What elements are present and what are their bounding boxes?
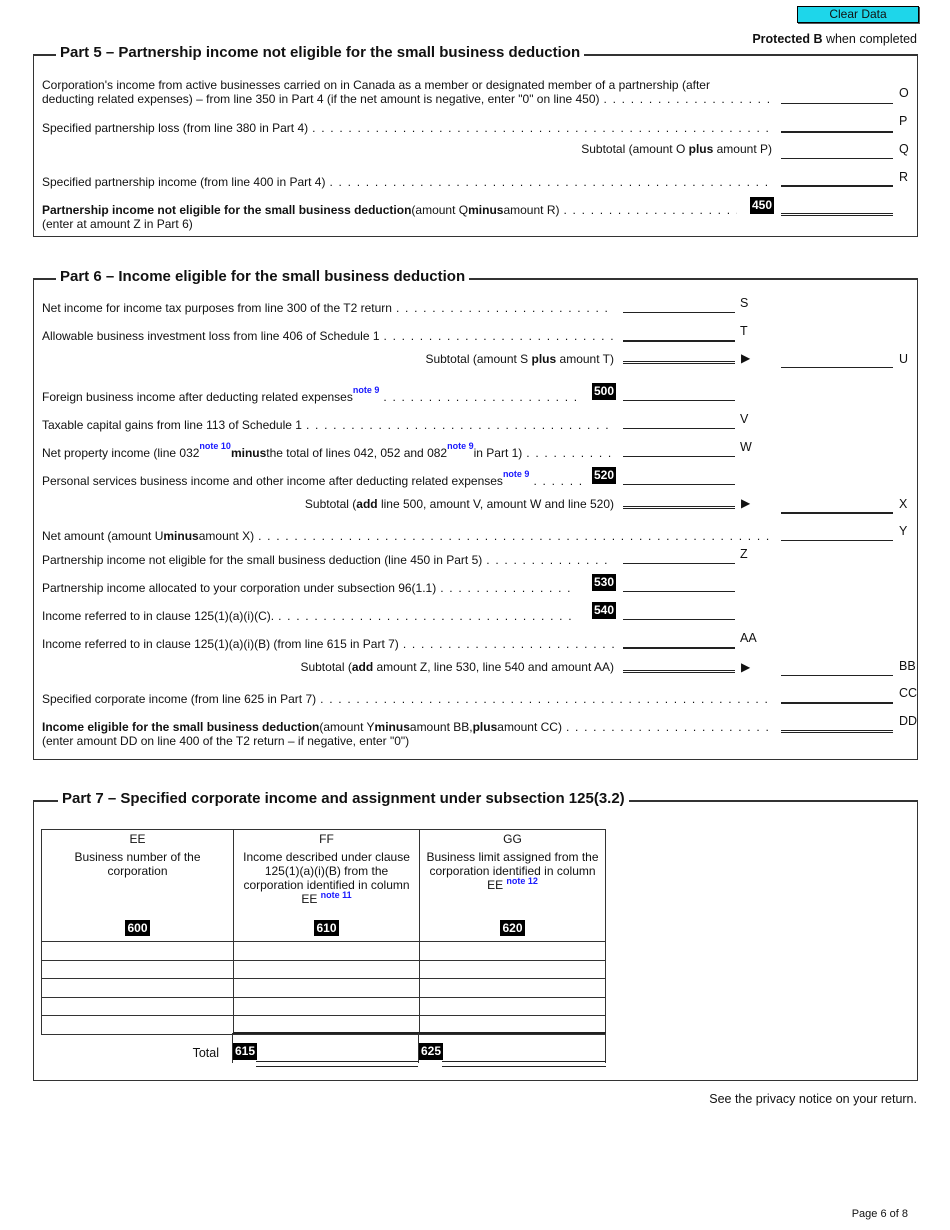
- line-o-label1: Corporation's income from active businesses carried on in Canada as a member or designated member of a partnership (after: [42, 78, 710, 92]
- line-bb-input[interactable]: [781, 675, 893, 676]
- letter-cc: CC: [899, 686, 918, 700]
- line-o-label2: deducting related expenses) – from line 350 in Part 4 (if the net amount is negative, enter "0" on line 450): [42, 92, 600, 106]
- code-540: 540: [594, 603, 615, 617]
- line-v: Taxable capital gains from line 113 of Schedule 1 . . .: [42, 418, 614, 432]
- line-w: Net property income (line 032 note 10 minus the total of lines 042, 052 and 082 note 9 in Part 1) . . .: [42, 446, 614, 460]
- ee-input[interactable]: [42, 997, 234, 1016]
- divider: [605, 1033, 606, 1063]
- line-z-input[interactable]: [623, 563, 735, 564]
- part5-title: Part 5 – Partnership income not eligible for the small business deduction: [56, 44, 584, 61]
- line-o-text2: [42, 92, 772, 106]
- note-9-link[interactable]: note 9: [352, 385, 380, 395]
- part7-title: Part 7 – Specified corporate income and assignment under subsection 125(3.2): [58, 790, 629, 807]
- line-p: [42, 121, 772, 135]
- line-aa: Income referred to in clause 125(1)(a)(i)(B) (from line 615 in Part 7) . . .: [42, 637, 614, 651]
- line-540: Income referred to in clause 125(1)(a)(i)(C). . . .: [42, 609, 577, 623]
- code-500: 500: [594, 384, 615, 398]
- line-y-input[interactable]: [781, 540, 893, 541]
- line-cc: Specified corporate income (from line 625 in Part 7) . . .: [42, 692, 772, 706]
- line-x-input[interactable]: [781, 512, 893, 514]
- line-t-input[interactable]: [623, 340, 735, 342]
- letter-t: T: [740, 324, 748, 338]
- gg-input[interactable]: [420, 960, 606, 979]
- total-625-input[interactable]: [442, 1061, 606, 1062]
- line-530: Partnership income allocated to your corporation under subsection 96(1.1) . . .: [42, 581, 577, 595]
- line-530-input[interactable]: [623, 591, 735, 592]
- line-450-input[interactable]: [781, 213, 893, 216]
- letter-dd: DD: [899, 714, 918, 728]
- line-x-sub-input[interactable]: [623, 506, 735, 509]
- line-bb-label: Subtotal (add amount Z, line 530, line 540 and amount AA): [300, 660, 614, 674]
- gg-input[interactable]: [420, 997, 606, 1016]
- letter-s: S: [740, 296, 749, 310]
- code-615: 615: [235, 1044, 256, 1058]
- letter-o: O: [899, 86, 909, 100]
- line-r-input[interactable]: [781, 185, 893, 187]
- line-u-label: Subtotal (amount S plus amount T): [425, 352, 614, 366]
- part7-table: [41, 829, 606, 1035]
- code-600: 600: [127, 921, 148, 935]
- privacy-notice: See the privacy notice on your return.: [709, 1092, 917, 1106]
- line-dd-note: (enter amount DD on line 400 of the T2 return – if negative, enter "0"): [42, 734, 410, 748]
- ee-input[interactable]: [42, 979, 234, 998]
- line-aa-input[interactable]: [623, 647, 735, 649]
- part6-title: Part 6 – Income eligible for the small business deduction: [56, 268, 469, 285]
- page-number: Page 6 of 8: [851, 1208, 908, 1220]
- protected-rest: when completed: [822, 32, 917, 46]
- code-520: 520: [594, 468, 615, 482]
- line-v-input[interactable]: [623, 428, 735, 429]
- arrow-right-icon: ▶: [741, 660, 751, 674]
- line-p-label: Specified partnership loss (from line 380 in Part 4): [42, 121, 309, 135]
- line-r-label: Specified partnership income (from line 400 in Part 4): [42, 175, 326, 189]
- line-dd-input[interactable]: [781, 730, 893, 733]
- ff-input[interactable]: [234, 997, 420, 1016]
- line-r: [42, 175, 772, 189]
- arrow-right-icon: ▶: [741, 496, 751, 510]
- line-540-input[interactable]: [623, 619, 735, 620]
- column-ee-header: EE Business number of the corporation 600: [42, 830, 234, 942]
- total-label: Total: [192, 1046, 219, 1060]
- total-615-underline: [256, 1066, 418, 1067]
- note-10-link[interactable]: note 10: [199, 441, 231, 451]
- line-450: Partnership income not eligible for the small business deduction (amount Q minus amount R) . . .: [42, 203, 737, 217]
- ee-input[interactable]: [42, 960, 234, 979]
- table-row: [42, 960, 606, 979]
- ff-input[interactable]: [234, 960, 420, 979]
- letter-aa: AA: [740, 631, 757, 645]
- line-s-input[interactable]: [623, 312, 735, 313]
- total-615-input[interactable]: [256, 1061, 418, 1062]
- line-500: Foreign business income after deducting related expenses note 9 . . .: [42, 390, 577, 404]
- note-9-link[interactable]: note 9: [447, 441, 474, 451]
- letter-r: R: [899, 170, 909, 184]
- line-520-input[interactable]: [623, 484, 735, 485]
- code-450: 450: [752, 198, 773, 212]
- letter-v: V: [740, 412, 749, 426]
- line-x-label: Subtotal (add line 500, amount V, amount W and line 520): [304, 497, 614, 511]
- code-610: 610: [316, 921, 337, 935]
- line-q-input[interactable]: [781, 158, 893, 159]
- line-dd: Income eligible for the small business deduction (amount Y minus amount BB, plus amount CC) . . .: [42, 720, 772, 734]
- line-z: Partnership income not eligible for the small business deduction (line 450 in Part 5) . . .: [42, 553, 614, 567]
- line-520: Personal services business income and other income after deducting related expenses note 9 . . .: [42, 474, 587, 488]
- line-cc-input[interactable]: [781, 702, 893, 704]
- letter-x: X: [899, 497, 908, 511]
- clear-data-button[interactable]: Clear Data: [797, 6, 919, 23]
- total-625-underline: [442, 1066, 606, 1067]
- line-u-sub-input[interactable]: [623, 361, 735, 364]
- ee-input[interactable]: [42, 1016, 234, 1035]
- note-11-link[interactable]: note 11: [320, 890, 352, 900]
- gg-input[interactable]: [420, 979, 606, 998]
- line-y: Net amount (amount U minus amount X) . . .: [42, 529, 772, 543]
- ee-input[interactable]: [42, 942, 234, 961]
- letter-y: Y: [899, 524, 908, 538]
- line-t: Allowable business investment loss from line 406 of Schedule 1 . . .: [42, 329, 614, 343]
- line-450-note: (enter at amount Z in Part 6): [42, 217, 193, 231]
- code-620: 620: [502, 921, 523, 935]
- ff-input[interactable]: [234, 942, 420, 961]
- letter-u: U: [899, 352, 909, 366]
- letter-z: Z: [740, 547, 748, 561]
- line-bb-sub-input[interactable]: [623, 670, 735, 673]
- letter-w: W: [740, 440, 752, 454]
- note-12-link[interactable]: note 12: [506, 876, 538, 886]
- ff-input[interactable]: [234, 979, 420, 998]
- table-row: [42, 979, 606, 998]
- line-500-input[interactable]: [623, 400, 735, 401]
- letter-q: Q: [899, 142, 909, 156]
- line-u-input[interactable]: [781, 367, 893, 368]
- line-p-input[interactable]: [781, 131, 893, 133]
- letter-bb: BB: [899, 659, 916, 673]
- code-530: 530: [594, 575, 615, 589]
- gg-input[interactable]: [420, 942, 606, 961]
- arrow-right-icon: ▶: [741, 351, 751, 365]
- letter-p: P: [899, 114, 908, 128]
- protected-b: Protected B: [752, 32, 823, 46]
- column-gg-header: GG Business limit assigned from the corporation identified in column EE $^{note 12}$ 620: [420, 830, 606, 942]
- note-9-link[interactable]: note 9: [502, 469, 530, 479]
- table-row: [42, 942, 606, 961]
- line-o-input[interactable]: [781, 103, 893, 104]
- line-w-input[interactable]: [623, 456, 735, 457]
- total-rule: [233, 1032, 606, 1034]
- column-ff-header: FF Income described under clause 125(1)(a)(i)(B) from the corporation identified in column EE $^{note 11}$ 610: [234, 830, 420, 942]
- line-q-label: Subtotal (amount O plus amount P): [581, 142, 772, 156]
- code-625: 625: [421, 1044, 442, 1058]
- line-s: Net income for income tax purposes from line 300 of the T2 return . . .: [42, 301, 614, 315]
- protected-b-label: [752, 32, 917, 46]
- table-row: [42, 997, 606, 1016]
- line-o-text: [42, 78, 772, 92]
